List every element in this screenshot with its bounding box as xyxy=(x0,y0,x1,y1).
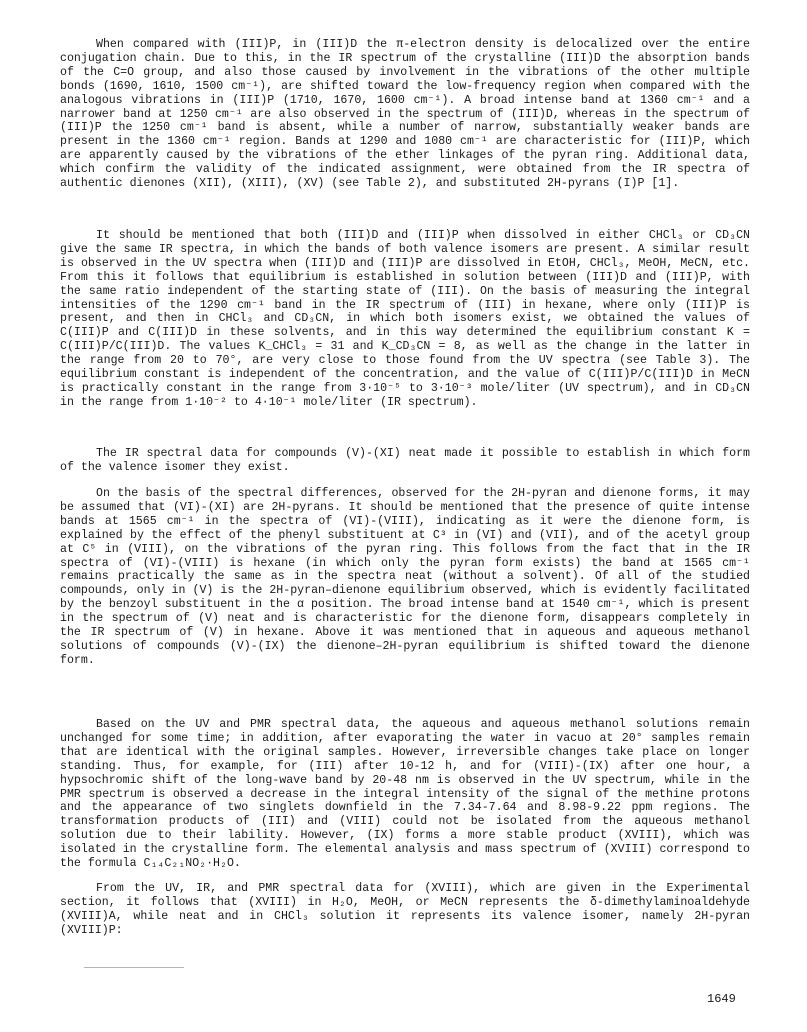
footnote-divider xyxy=(84,967,184,968)
paragraph-spectral-differences: On the basis of the spectral differences, observed for the 2H-pyran and dienone forms, it may be assumed that (VI)-(XI) are 2H-pyrans. It should be mentioned that the presence of quite intense bands at 1565 cm⁻¹ in the spectra of (VI)-(VIII), indicating as it were the dienone form, is explained by the effect of the phenyl substituent at C³ in (VI) and (VII), and of the acetyl group at C⁵ in (VIII), on the vibrations of the pyran ring. This follows from the fact that in the IR spectra of (VI)-(VIII) is hexane (in which only the pyran form exists) the band at 1565 cm⁻¹ remains practically the same as in the spectra neat (without a solvent). Of all of the studied compounds, only in (V) is the 2H-pyran–dienone equilibrium observed, which is evidently facilitated by the benzoyl substituent in the α position. The broad intense band at 1540 cm⁻¹, which is present in the spectrum of (V) neat and is characteristic for the dienone form, disappears completely in the IR spectrum of (V) in hexane. Above it was mentioned that in aqueous and aqueous methanol solutions of compounds (V)-(IX) the dienone–2H-pyran equilibrium is shifted toward the dienone form. xyxy=(60,487,750,667)
paragraph-ir-delocalization: When compared with (III)P, in (III)D the π-electron density is delocalized over the entire conjugation chain. Due to this, in the IR spectrum of the crystalline (III)D the absorption bands of the C=O group, and also those caused by involvement in the vibrations of the other multiple bonds (1690, 1610, 1500 cm⁻¹), are shifted toward the low-frequency region when compared with the analogous vibrations in (III)P (1710, 1670, 1600 cm⁻¹). A broad intense band at 1360 cm⁻¹ and a narrower band at 1250 cm⁻¹ are also observed in the spectrum of (III)D, whereas in the spectrum of (III)P the 1250 cm⁻¹ band is absent, while a number of narrow, substantially weaker bands are present in the 1360 cm⁻¹ region. Bands at 1290 and 1080 cm⁻¹ are characteristic for (III)P, which are apparently caused by the vibrations of the ether linkages of the pyran ring. Additional data, which confirm the validity of the indicated assignment, were obtained from the IR spectra of authentic dienones (XII), (XIII), (XV) (see Table 2), and substituted 2H-pyrans (I)P [1]. xyxy=(60,38,750,191)
page-number: 1649 xyxy=(707,992,736,1006)
paragraph-xviii-spectra: From the UV, IR, and PMR spectral data for (XVIII), which are given in the Experimental section, it follows that (XVIII) in H₂O, MeOH, or MeCN represents the δ-dimethylaminoaldehyde (XVIII)A, while neat and in CHCl₃ solution it represents its valence isomer, namely 2H-pyran (XVIII)P: xyxy=(60,882,750,937)
paragraph-equilibrium-constant: It should be mentioned that both (III)D and (III)P when dissolved in either CHCl₃ or CD₃CN give the same IR spectra, in which the bands of both valence isomers are present. A similar result is observed in the UV spectra when (III)D and (III)P are dissolved in EtOH, CHCl₃, MeOH, MeCN, etc. From this it follows that equilibrium is established in solution between (III)D and (III)P, with the same ratio independent of the starting state of (III). On the basis of measuring the integral intensities of the 1290 cm⁻¹ band in the IR spectrum of (III) in hexane, where only (III)P is present, and then in CHCl₃ and CD₃CN, in which both isomers exist, we obtained the values of C(III)P and C(III)D in these solvents, and in this way determined the equilibrium constant K = C(III)P/C(III)D. The values K_CHCl₃ = 31 and K_CD₃CN = 8, as well as the change in the latter in the range from 20 to 70°, are very close to those found from the UV spectra (see Table 3). The equilibrium constant is independent of the concentration, and the value of C(III)P/C(III)D in MeCN is practically constant in the range from 3·10⁻⁵ to 3·10⁻³ mole/liter (UV spectrum), and in CD₃CN in the range from 1·10⁻² to 4·10⁻¹ mole/liter (IR spectrum). xyxy=(60,229,750,409)
paragraph-uv-pmr-data: Based on the UV and PMR spectral data, the aqueous and aqueous methanol solutions remain unchanged for some time; in addition, after evaporating the water in vacuo at 20° samples remain that are identical with the original samples. However, irreversible changes take place on longer standing. Thus, for example, for (III) after 10-12 h, and for (VIII)-(IX) after one hour, a hypsochromic shift of the long-wave band by 20-48 nm is observed in the UV spectrum, while in the PMR spectrum is observed a decrease in the integral intensity of the signal of the methine protons and the appearance of two singlets downfield in the 7.34-7.64 and 8.98-9.22 ppm regions. The transformation products of (III) and (VIII) could not be isolated from the aqueous methanol solution due to their lability. However, (IX) forms a more stable product (XVIII), which was isolated in the crystalline form. The elemental analysis and mass spectrum of (XVIII) correspond to the formula C₁₄C₂₁NO₂·H₂O. xyxy=(60,718,750,871)
paragraph-valence-isomer: The IR spectral data for compounds (V)-(XI) neat made it possible to establish in which form of the valence isomer they exist. xyxy=(60,447,750,474)
